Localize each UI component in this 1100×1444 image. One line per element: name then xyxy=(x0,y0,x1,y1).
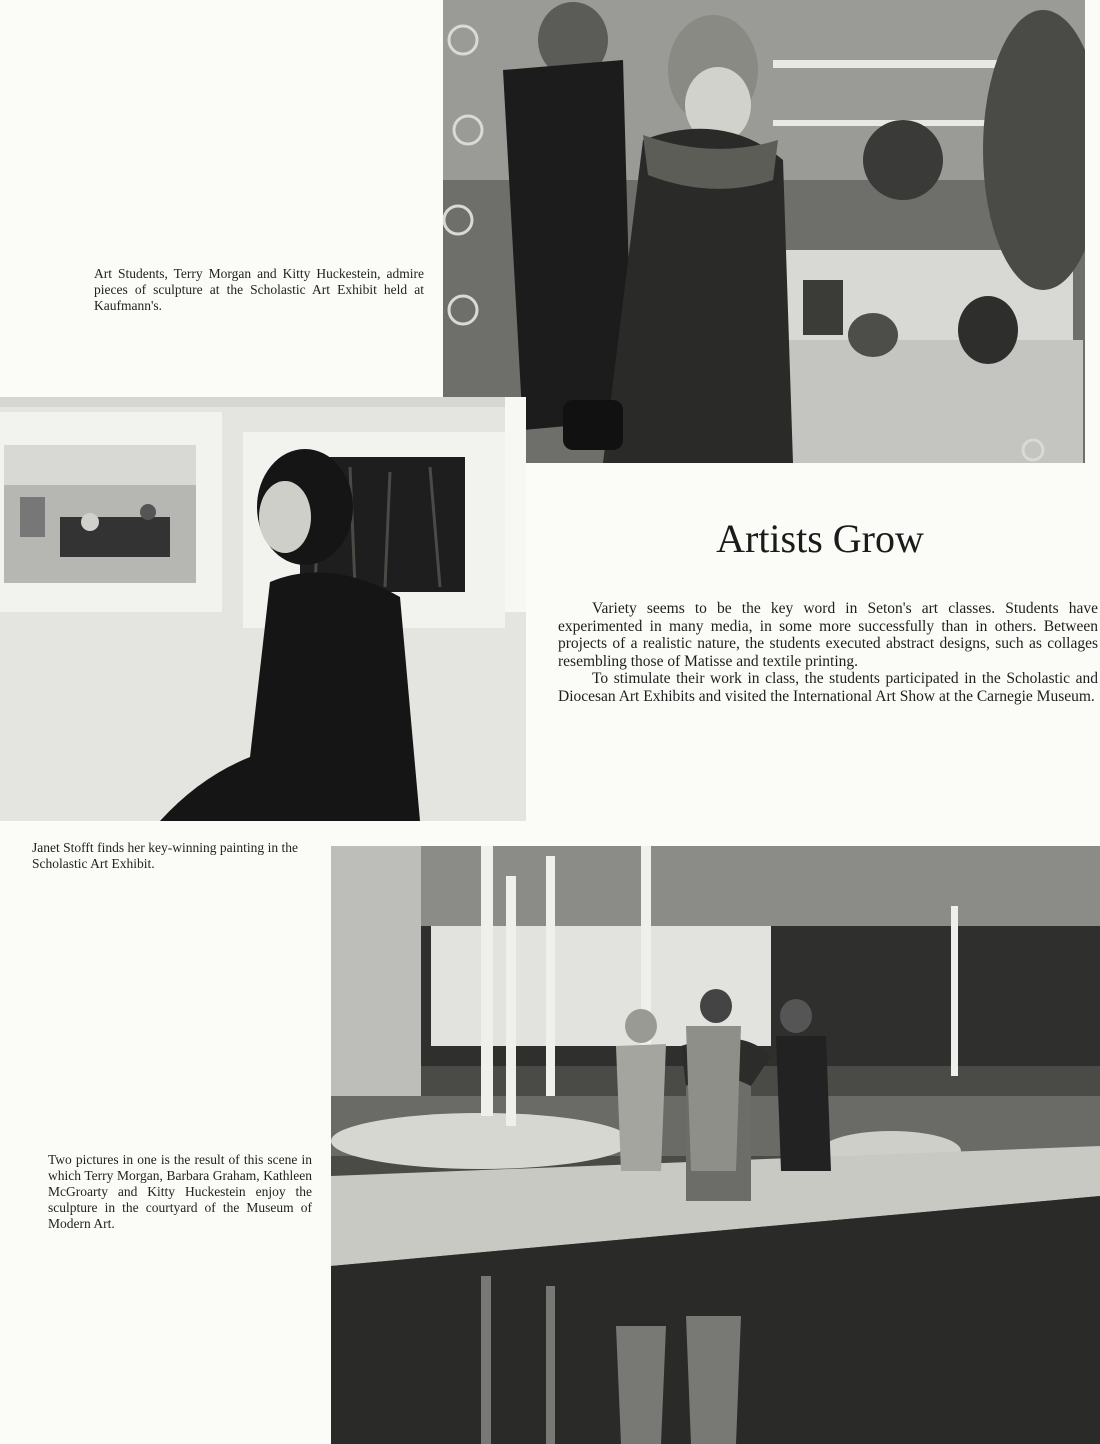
photo-museum-courtyard xyxy=(331,846,1100,1444)
article-body xyxy=(558,600,1098,706)
photo-key-winning-painting xyxy=(0,397,526,821)
photo-sculpture-exhibit xyxy=(443,0,1085,463)
caption-key-winning: Janet Stofft finds her key-winning painting in the Scholastic Art Exhibit. xyxy=(32,840,298,871)
caption-sculpture-exhibit: Art Students, Terry Morgan and Kitty Huckestein, admire pieces of sculpture at the Scholastic Art Exhibit held at Kaufmann's. xyxy=(94,266,424,313)
page-title: Artists Grow xyxy=(716,516,924,561)
caption-museum-courtyard: Two pictures in one is the result of this scene in which Terry Morgan, Barbara Graham, Kathleen McGroarty and Kitty Huckestein enjoy the sculpture in the courtyard of the Museum of Modern Art. xyxy=(48,1152,312,1231)
body-paragraph-2: To stimulate their work in class, the students participated in the Scholastic and Diocesan Art Exhibits and visited the International Art Show at the Carnegie Museum. xyxy=(558,670,1098,705)
body-paragraph-1: Variety seems to be the key word in Seton's art classes. Students have experimented in many media, in some more successfully than in others. Between projects of a realistic nature, the students executed abstract designs, such as collages resembling those of Matisse and textile printing. xyxy=(558,600,1098,670)
